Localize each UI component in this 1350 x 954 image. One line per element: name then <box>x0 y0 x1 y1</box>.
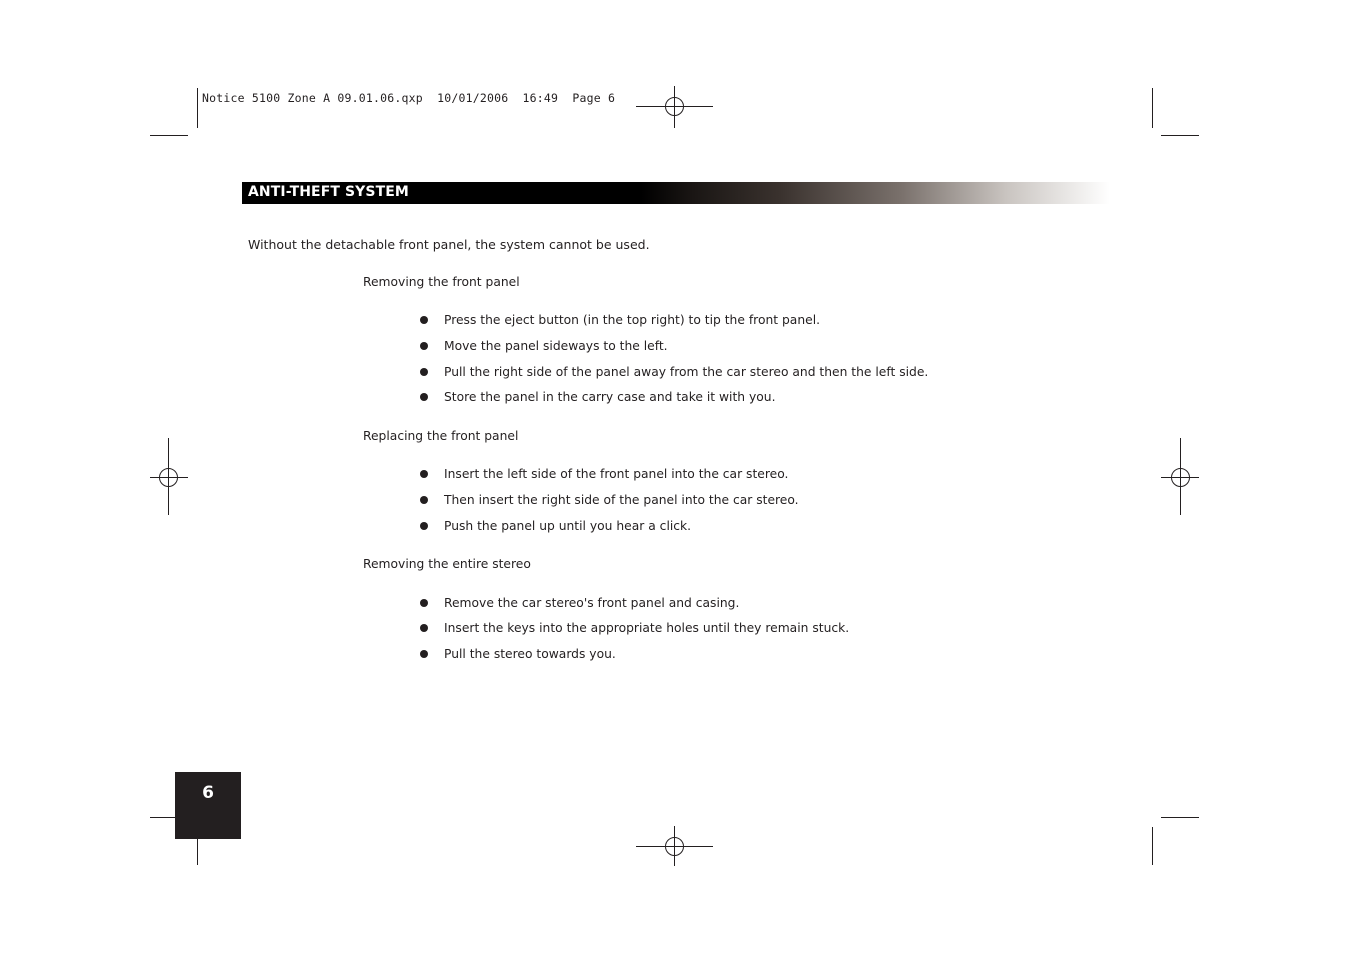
section-title: Removing the entire stereo <box>363 557 531 571</box>
list-item <box>420 620 849 636</box>
list-item-text: Pull the right side of the panel away from the car stereo and then the left side. <box>444 365 929 379</box>
bullet-dot-icon <box>420 368 428 376</box>
list-item <box>420 312 820 328</box>
intro-text: Without the detachable front panel, the system cannot be used. <box>248 237 650 252</box>
bullet-dot-icon <box>420 496 428 504</box>
list-item-text: Store the panel in the carry case and take it with you. <box>444 390 776 404</box>
list-item-text: Insert the keys into the appropriate holes until they remain stuck. <box>444 621 850 635</box>
crop-mark-icon <box>150 135 188 136</box>
list-item <box>420 595 739 611</box>
list-item <box>420 338 668 354</box>
crop-mark-icon <box>1161 817 1199 818</box>
section-title: Replacing the front panel <box>363 429 519 443</box>
bullet-dot-icon <box>420 624 428 632</box>
bullet-dot-icon <box>420 522 428 530</box>
list-item-text: Remove the car stereo's front panel and casing. <box>444 596 740 610</box>
bullet-dot-icon <box>420 599 428 607</box>
list-item-text: Insert the left side of the front panel into the car stereo. <box>444 467 789 481</box>
slug-line: Notice 5100 Zone A 09.01.06.qxp 10/01/2006 16:49 Page 6 <box>202 91 616 105</box>
list-item <box>420 646 616 662</box>
list-item-text: Pull the stereo towards you. <box>444 647 616 661</box>
list-item <box>420 518 691 534</box>
bullet-dot-icon <box>420 393 428 401</box>
bullet-dot-icon <box>420 650 428 658</box>
list-item <box>420 389 776 405</box>
list-item-text: Move the panel sideways to the left. <box>444 339 668 353</box>
crop-mark-icon <box>197 88 198 128</box>
list-item <box>420 466 788 482</box>
section-title: Removing the front panel <box>363 275 520 289</box>
list-item-text: Press the eject button (in the top right) to tip the front panel. <box>444 313 821 327</box>
crop-mark-icon <box>1161 135 1199 136</box>
bullet-dot-icon <box>420 316 428 324</box>
list-item <box>420 364 928 380</box>
list-item-text: Then insert the right side of the panel into the car stereo. <box>444 493 799 507</box>
bullet-dot-icon <box>420 342 428 350</box>
list-item-text: Push the panel up until you hear a click. <box>444 519 692 533</box>
list-item <box>420 492 799 508</box>
page-title: ANTI-THEFT SYSTEM <box>248 184 409 200</box>
page-number: 6 <box>202 783 214 803</box>
crop-mark-icon <box>1152 827 1153 865</box>
bullet-dot-icon <box>420 470 428 478</box>
crop-mark-icon <box>1152 88 1153 128</box>
